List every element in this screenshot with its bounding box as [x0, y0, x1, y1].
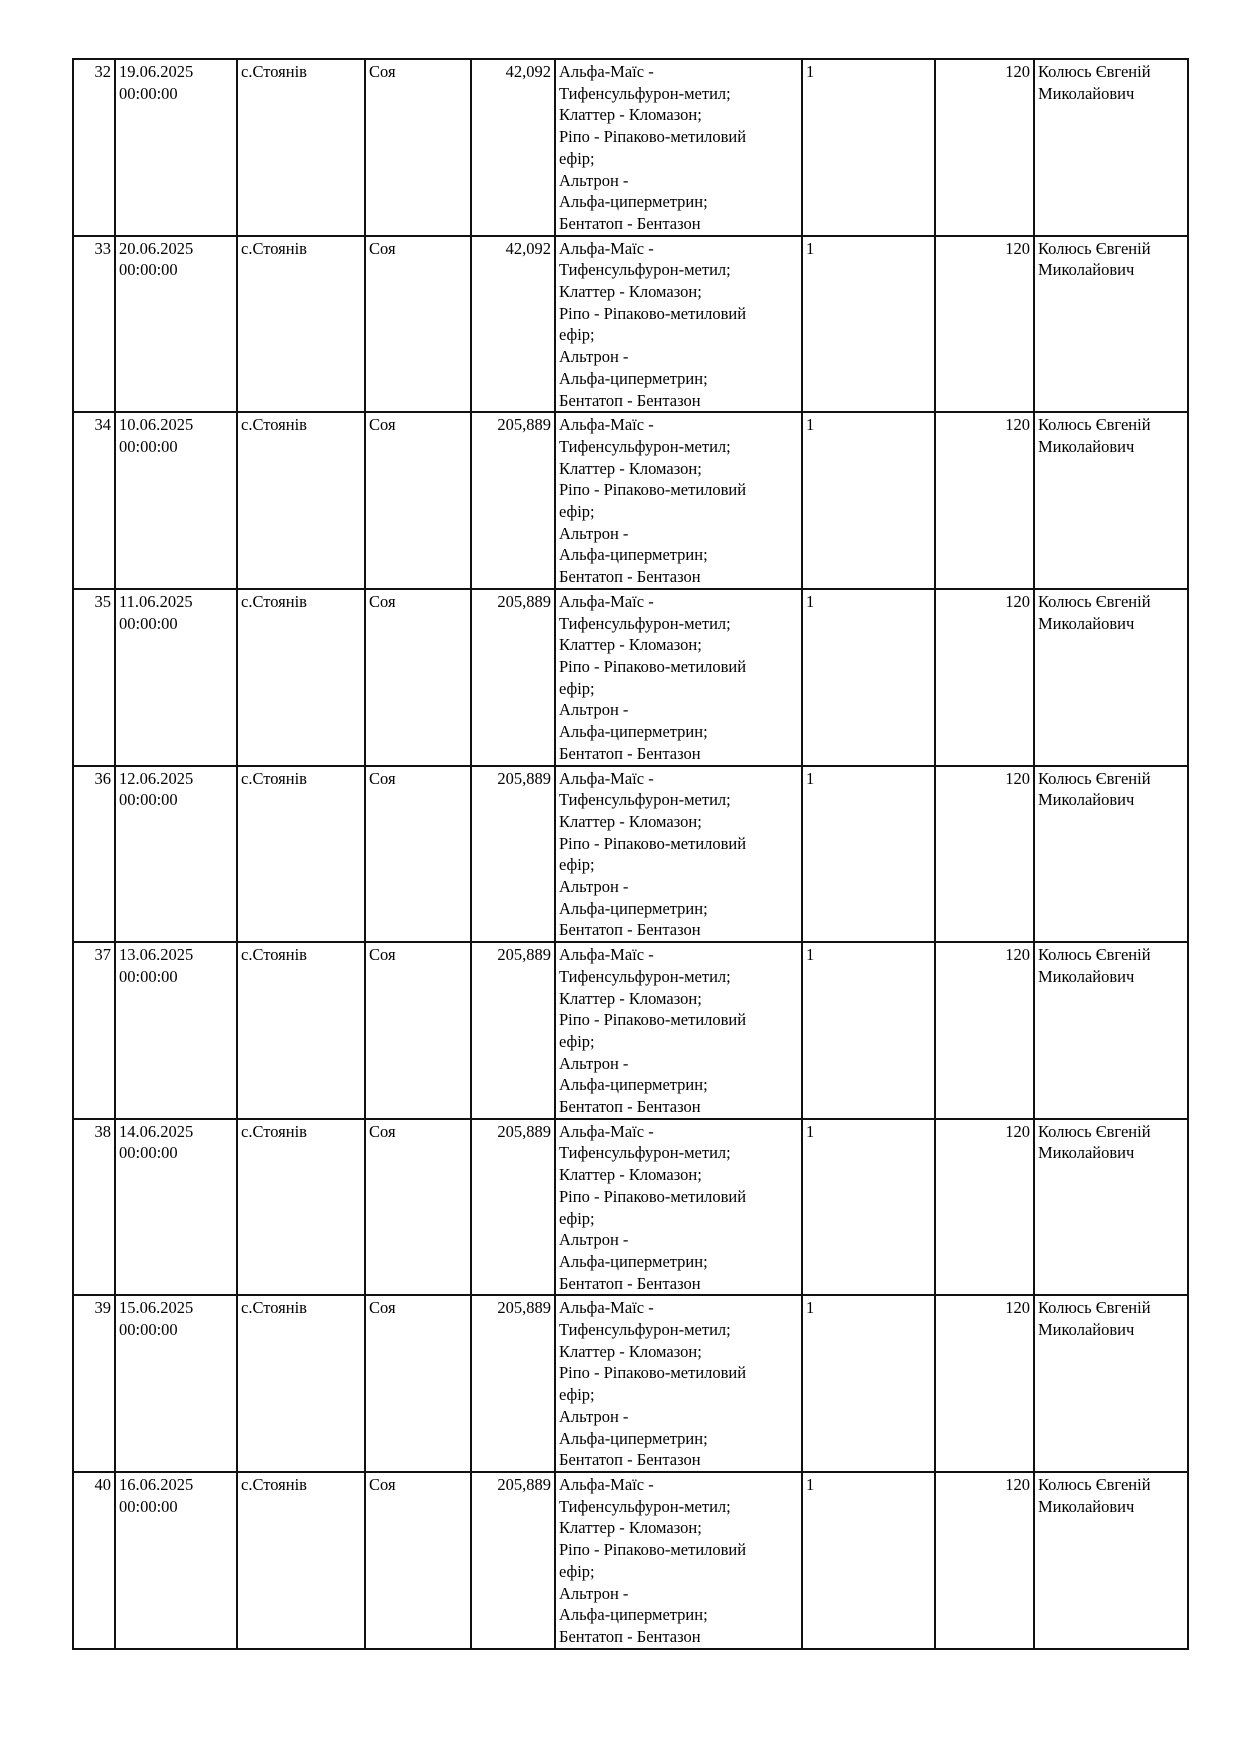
cell-area: 42,092: [471, 236, 555, 413]
time-text: 00:00:00: [119, 436, 178, 456]
cell-date: [115, 1472, 237, 1649]
product-line: Альфа-Маїс -: [559, 238, 654, 258]
product-line: Ріпо - Ріпаково-метиловий: [559, 303, 747, 323]
time-text: 00:00:00: [119, 1496, 178, 1516]
product-line: ефір;: [559, 1208, 595, 1228]
responsible-name-line: Миколайович: [1038, 1320, 1135, 1340]
product-line: Клаттер - Кломазон;: [559, 282, 702, 302]
product-line: Клаттер - Кломазон;: [559, 1165, 702, 1185]
product-line: Бентатоп - Бентазон: [559, 1097, 701, 1117]
cell-responsible: [1034, 1472, 1188, 1649]
product-line: ефір;: [559, 855, 595, 875]
cell-row-number: 38: [73, 1119, 115, 1296]
product-line: Альфа-циперметрин;: [559, 545, 708, 565]
cell-location: с.Стоянів: [237, 766, 365, 943]
responsible-name-line: Колюсь Євгеній: [1038, 238, 1151, 258]
cell-area: 205,889: [471, 589, 555, 766]
treatment-records-table: [72, 58, 1189, 1650]
cell-value: 120: [935, 236, 1034, 413]
cell-area: 205,889: [471, 1295, 555, 1472]
product-line: Альфа-Маїс -: [559, 62, 654, 81]
cell-row-number: 34: [73, 412, 115, 589]
date-text: 13.06.2025: [119, 945, 194, 965]
table-row: [73, 1119, 1188, 1296]
date-text: 16.06.2025: [119, 1475, 194, 1494]
product-line: Бентатоп - Бентазон: [559, 1273, 701, 1293]
cell-row-number: 37: [73, 942, 115, 1119]
cell-location: с.Стоянів: [237, 589, 365, 766]
product-line: Альфа-Маїс -: [559, 415, 654, 435]
table-row: [73, 59, 1188, 236]
product-line: Альфа-Маїс -: [559, 591, 654, 611]
cell-responsible: [1034, 766, 1188, 943]
product-line: Альтрон -: [559, 347, 629, 367]
product-line: Альфа-Маїс -: [559, 945, 654, 965]
product-line: Альфа-циперметрин;: [559, 1075, 708, 1095]
cell-crop: Соя: [365, 942, 471, 1119]
cell-class: 1: [802, 412, 935, 589]
responsible-name-line: Колюсь Євгеній: [1038, 1298, 1151, 1318]
product-line: Ріпо - Ріпаково-метиловий: [559, 127, 747, 147]
cell-products: [555, 59, 802, 236]
cell-products: [555, 942, 802, 1119]
cell-value: 120: [935, 59, 1034, 236]
product-line: Ріпо - Ріпаково-метиловий: [559, 480, 747, 500]
cell-row-number: 32: [73, 59, 115, 236]
product-line: Клаттер - Кломазон;: [559, 1518, 702, 1538]
product-line: Альтрон -: [559, 523, 629, 543]
table-row: [73, 589, 1188, 766]
cell-products: [555, 766, 802, 943]
product-line: Альтрон -: [559, 700, 629, 720]
responsible-name-line: Колюсь Євгеній: [1038, 591, 1151, 611]
cell-date: [115, 59, 237, 236]
cell-row-number: 40: [73, 1472, 115, 1649]
responsible-name-line: Миколайович: [1038, 790, 1135, 810]
product-line: Альтрон -: [559, 1406, 629, 1426]
cell-date: [115, 766, 237, 943]
product-line: Тифенсульфурон-метил;: [559, 1496, 731, 1516]
cell-date: [115, 589, 237, 766]
product-line: Альфа-Маїс -: [559, 1475, 654, 1494]
date-text: 11.06.2025: [119, 591, 193, 611]
cell-responsible: [1034, 412, 1188, 589]
date-text: 20.06.2025: [119, 238, 194, 258]
cell-crop: Соя: [365, 236, 471, 413]
table-body: [73, 59, 1188, 1649]
table-row: [73, 1295, 1188, 1472]
responsible-name-line: Миколайович: [1038, 613, 1135, 633]
table-row: [73, 412, 1188, 589]
product-line: Клаттер - Кломазон;: [559, 811, 702, 831]
product-line: Альтрон -: [559, 1583, 629, 1603]
product-line: Тифенсульфурон-метил;: [559, 260, 731, 280]
product-line: ефір;: [559, 1385, 595, 1405]
product-line: Клаттер - Кломазон;: [559, 105, 702, 125]
product-line: Ріпо - Ріпаково-метиловий: [559, 1186, 747, 1206]
product-line: Альфа-Маїс -: [559, 1121, 654, 1141]
product-line: Альфа-циперметрин;: [559, 1428, 708, 1448]
cell-responsible: [1034, 1119, 1188, 1296]
product-line: Тифенсульфурон-метил;: [559, 966, 731, 986]
cell-value: 120: [935, 1472, 1034, 1649]
cell-class: 1: [802, 59, 935, 236]
cell-date: [115, 942, 237, 1119]
product-line: ефір;: [559, 502, 595, 522]
product-line: Тифенсульфурон-метил;: [559, 1320, 731, 1340]
cell-row-number: 35: [73, 589, 115, 766]
cell-date: [115, 412, 237, 589]
product-line: Альфа-Маїс -: [559, 1298, 654, 1318]
cell-class: 1: [802, 766, 935, 943]
responsible-name-line: Колюсь Євгеній: [1038, 768, 1151, 788]
cell-crop: Соя: [365, 1295, 471, 1472]
cell-area: 205,889: [471, 1119, 555, 1296]
product-line: Тифенсульфурон-метил;: [559, 1143, 731, 1163]
cell-class: 1: [802, 236, 935, 413]
cell-value: 120: [935, 942, 1034, 1119]
product-line: Альтрон -: [559, 170, 629, 190]
product-line: Ріпо - Ріпаково-метиловий: [559, 656, 747, 676]
product-line: Бентатоп - Бентазон: [559, 743, 701, 763]
cell-row-number: 33: [73, 236, 115, 413]
product-line: Альтрон -: [559, 1053, 629, 1073]
cell-products: [555, 1119, 802, 1296]
cell-crop: Соя: [365, 1119, 471, 1296]
time-text: 00:00:00: [119, 790, 178, 810]
cell-row-number: 36: [73, 766, 115, 943]
cell-products: [555, 412, 802, 589]
cell-value: 120: [935, 412, 1034, 589]
cell-crop: Соя: [365, 1472, 471, 1649]
cell-location: с.Стоянів: [237, 412, 365, 589]
cell-value: 120: [935, 1295, 1034, 1472]
table-row: [73, 1472, 1188, 1649]
date-text: 12.06.2025: [119, 768, 194, 788]
product-line: Тифенсульфурон-метил;: [559, 436, 731, 456]
responsible-name-line: Миколайович: [1038, 436, 1135, 456]
time-text: 00:00:00: [119, 260, 178, 280]
product-line: Клаттер - Кломазон;: [559, 635, 702, 655]
time-text: 00:00:00: [119, 613, 178, 633]
product-line: Ріпо - Ріпаково-метиловий: [559, 1010, 747, 1030]
product-line: Бентатоп - Бентазон: [559, 1450, 701, 1470]
cell-location: с.Стоянів: [237, 942, 365, 1119]
responsible-name-line: Колюсь Євгеній: [1038, 415, 1151, 435]
date-text: 19.06.2025: [119, 62, 194, 81]
cell-class: 1: [802, 589, 935, 766]
time-text: 00:00:00: [119, 966, 178, 986]
cell-crop: Соя: [365, 59, 471, 236]
product-line: ефір;: [559, 148, 595, 168]
responsible-name-line: Колюсь Євгеній: [1038, 945, 1151, 965]
cell-value: 120: [935, 589, 1034, 766]
product-line: Альфа-циперметрин;: [559, 368, 708, 388]
responsible-name-line: Колюсь Євгеній: [1038, 1121, 1151, 1141]
table-row: [73, 766, 1188, 943]
cell-location: с.Стоянів: [237, 1119, 365, 1296]
cell-responsible: [1034, 236, 1188, 413]
cell-location: с.Стоянів: [237, 1472, 365, 1649]
product-line: Альфа-Маїс -: [559, 768, 654, 788]
time-text: 00:00:00: [119, 1143, 178, 1163]
time-text: 00:00:00: [119, 1320, 178, 1340]
cell-area: 205,889: [471, 766, 555, 943]
product-line: Бентатоп - Бентазон: [559, 390, 701, 410]
product-line: Клаттер - Кломазон;: [559, 988, 702, 1008]
product-line: Бентатоп - Бентазон: [559, 920, 701, 940]
product-line: Бентатоп - Бентазон: [559, 1626, 701, 1646]
product-line: Клаттер - Кломазон;: [559, 1341, 702, 1361]
cell-area: 205,889: [471, 412, 555, 589]
product-line: ефір;: [559, 1561, 595, 1581]
product-line: ефір;: [559, 325, 595, 345]
product-line: Альтрон -: [559, 1230, 629, 1250]
cell-value: 120: [935, 766, 1034, 943]
cell-responsible: [1034, 1295, 1188, 1472]
product-line: Бентатоп - Бентазон: [559, 213, 701, 233]
cell-class: 1: [802, 942, 935, 1119]
cell-products: [555, 236, 802, 413]
cell-crop: Соя: [365, 766, 471, 943]
cell-crop: Соя: [365, 589, 471, 766]
product-line: Альфа-циперметрин;: [559, 1251, 708, 1271]
cell-location: с.Стоянів: [237, 236, 365, 413]
product-line: Бентатоп - Бентазон: [559, 567, 701, 587]
cell-class: 1: [802, 1295, 935, 1472]
product-line: Альтрон -: [559, 877, 629, 897]
product-line: Альфа-циперметрин;: [559, 1605, 708, 1625]
product-line: Тифенсульфурон-метил;: [559, 613, 731, 633]
cell-date: [115, 236, 237, 413]
product-line: Ріпо - Ріпаково-метиловий: [559, 1540, 747, 1560]
cell-area: 42,092: [471, 59, 555, 236]
responsible-name-line: Колюсь Євгеній: [1038, 62, 1151, 81]
date-text: 14.06.2025: [119, 1121, 194, 1141]
product-line: Тифенсульфурон-метил;: [559, 83, 731, 103]
cell-class: 1: [802, 1472, 935, 1649]
product-line: Альфа-циперметрин;: [559, 898, 708, 918]
cell-row-number: 39: [73, 1295, 115, 1472]
cell-responsible: [1034, 589, 1188, 766]
product-line: ефір;: [559, 678, 595, 698]
cell-products: [555, 1472, 802, 1649]
responsible-name-line: Колюсь Євгеній: [1038, 1475, 1151, 1494]
product-line: Тифенсульфурон-метил;: [559, 790, 731, 810]
table-row: [73, 942, 1188, 1119]
responsible-name-line: Миколайович: [1038, 83, 1135, 103]
cell-class: 1: [802, 1119, 935, 1296]
product-line: Альфа-циперметрин;: [559, 722, 708, 742]
responsible-name-line: Миколайович: [1038, 1496, 1135, 1516]
cell-area: 205,889: [471, 942, 555, 1119]
responsible-name-line: Миколайович: [1038, 966, 1135, 986]
cell-responsible: [1034, 942, 1188, 1119]
responsible-name-line: Миколайович: [1038, 260, 1135, 280]
cell-responsible: [1034, 59, 1188, 236]
product-line: Альфа-циперметрин;: [559, 192, 708, 212]
product-line: ефір;: [559, 1031, 595, 1051]
time-text: 00:00:00: [119, 83, 178, 103]
cell-products: [555, 589, 802, 766]
cell-date: [115, 1119, 237, 1296]
cell-value: 120: [935, 1119, 1034, 1296]
product-line: Ріпо - Ріпаково-метиловий: [559, 833, 747, 853]
cell-location: с.Стоянів: [237, 59, 365, 236]
product-line: Клаттер - Кломазон;: [559, 458, 702, 478]
cell-date: [115, 1295, 237, 1472]
date-text: 10.06.2025: [119, 415, 194, 435]
product-line: Ріпо - Ріпаково-метиловий: [559, 1363, 747, 1383]
responsible-name-line: Миколайович: [1038, 1143, 1135, 1163]
cell-crop: Соя: [365, 412, 471, 589]
date-text: 15.06.2025: [119, 1298, 194, 1318]
table-row: [73, 236, 1188, 413]
cell-area: 205,889: [471, 1472, 555, 1649]
cell-products: [555, 1295, 802, 1472]
cell-location: с.Стоянів: [237, 1295, 365, 1472]
